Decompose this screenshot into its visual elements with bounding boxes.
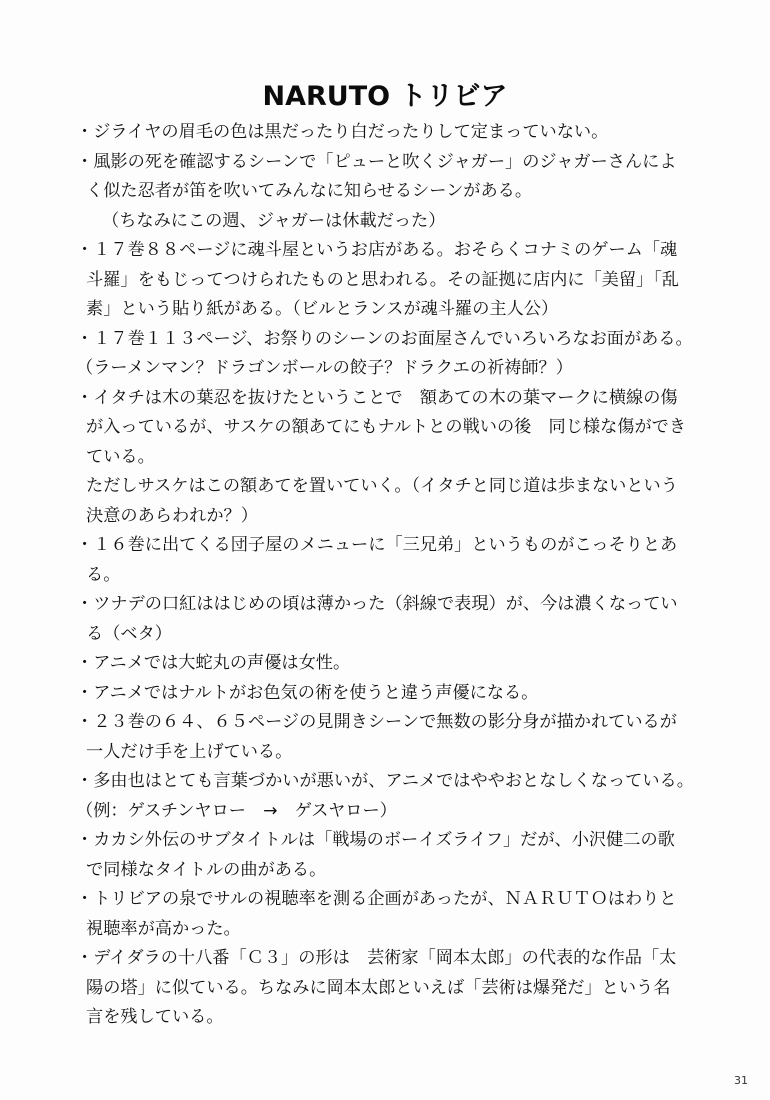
trivia-line: ・多由也はとても言葉づかいが悪いが、アニメではややおとなしくなっている。 [76, 771, 694, 791]
trivia-list [76, 118, 726, 1033]
trivia-line: る（ベタ） [86, 623, 172, 644]
trivia-line: ただしサスケはこの額あてを置いていく。（イタチと同じ道は歩まないという [86, 476, 678, 496]
trivia-line: 一人だけ手を上げている。 [86, 741, 293, 762]
trivia-line: が入っているが、サスケの額あてにもナルトとの戦いの後 同じ様な傷ができ [86, 417, 687, 437]
trivia-line: ・１７巻１１３ページ、お祭りのシーンのお面屋さんでいろいろなお面がある。 [76, 328, 693, 349]
trivia-line: ・カカシ外伝のサブタイトルは「戦場のボーイズライフ」だが、小沢健二の歌 [76, 830, 675, 850]
trivia-line: ている。 [86, 446, 155, 467]
page-number: 31 [734, 1074, 748, 1087]
trivia-line: ・１７巻８８ページに魂斗屋というお店がある。おそらくコナミのゲーム「魂 [76, 240, 678, 260]
trivia-line: ・２３巻の６４、６５ページの見開きシーンで無数の影分身が描かれているが [76, 712, 677, 732]
trivia-line: ・デイダラの十八番「Ｃ３」の形は 芸術家「岡本太郎」の代表的な作品「太 [76, 948, 677, 968]
trivia-line: （ラーメンマン？ドラゴンボールの餃子？ドラクエの祈祷師？） [76, 358, 573, 378]
trivia-line: ・アニメでは大蛇丸の声優は女性。 [76, 653, 351, 673]
page-title: NARUTO トリビア [262, 81, 508, 112]
trivia-line: ・ツナデの口紅ははじめの頃は薄かった（斜線で表現）が、今は濃くなってい [76, 594, 678, 614]
trivia-line: 陽の塔」に似ている。ちなみに岡本太郎といえば「芸術は爆発だ」という名 [86, 977, 671, 998]
trivia-line: 決意のあらわれか？） [86, 505, 258, 526]
trivia-line: （ちなみにこの週、ジャガーは休載だった） [102, 210, 446, 231]
trivia-line: 素」という貼り紙がある。（ビルとランスが魂斗羅の主人公） [86, 299, 559, 319]
trivia-line: る。 [86, 564, 121, 585]
trivia-line: ・１６巻に出てくる団子屋のメニューに「三兄弟」というものがこっそりとあ [76, 535, 678, 555]
trivia-line: 言を残している。 [86, 1007, 224, 1027]
trivia-line: 視聴率が高かった。 [86, 918, 241, 939]
trivia-line: ・トリビアの泉でサルの視聴率を測る企画があったが、ＮＡＲＵＴＯはわりと [76, 889, 677, 909]
trivia-line: ・イタチは木の葉忍を抜けたということで 額あての木の葉マークに横線の傷 [76, 387, 678, 408]
trivia-line: で同様なタイトルの曲がある。 [86, 859, 327, 880]
trivia-line: く似た忍者が笛を吹いてみんなに知らせるシーンがある。 [86, 181, 533, 201]
trivia-line: ・アニメではナルトがお色気の術を使うと違う声優になる。 [76, 682, 539, 703]
trivia-line: ・ジライヤの眉毛の色は黒だったり白だったりして定まっていない。 [76, 122, 609, 142]
trivia-line: ・風影の死を確認するシーンで「ピューと吹くジャガー」のジャガーさんによ [76, 151, 677, 172]
trivia-line: （例：ゲスチンヤロー → ゲスヤロー） [76, 800, 397, 821]
trivia-line: 斗羅」をもじってつけられたものと思われる。その証拠に店内に「美留」「乱 [86, 269, 679, 290]
